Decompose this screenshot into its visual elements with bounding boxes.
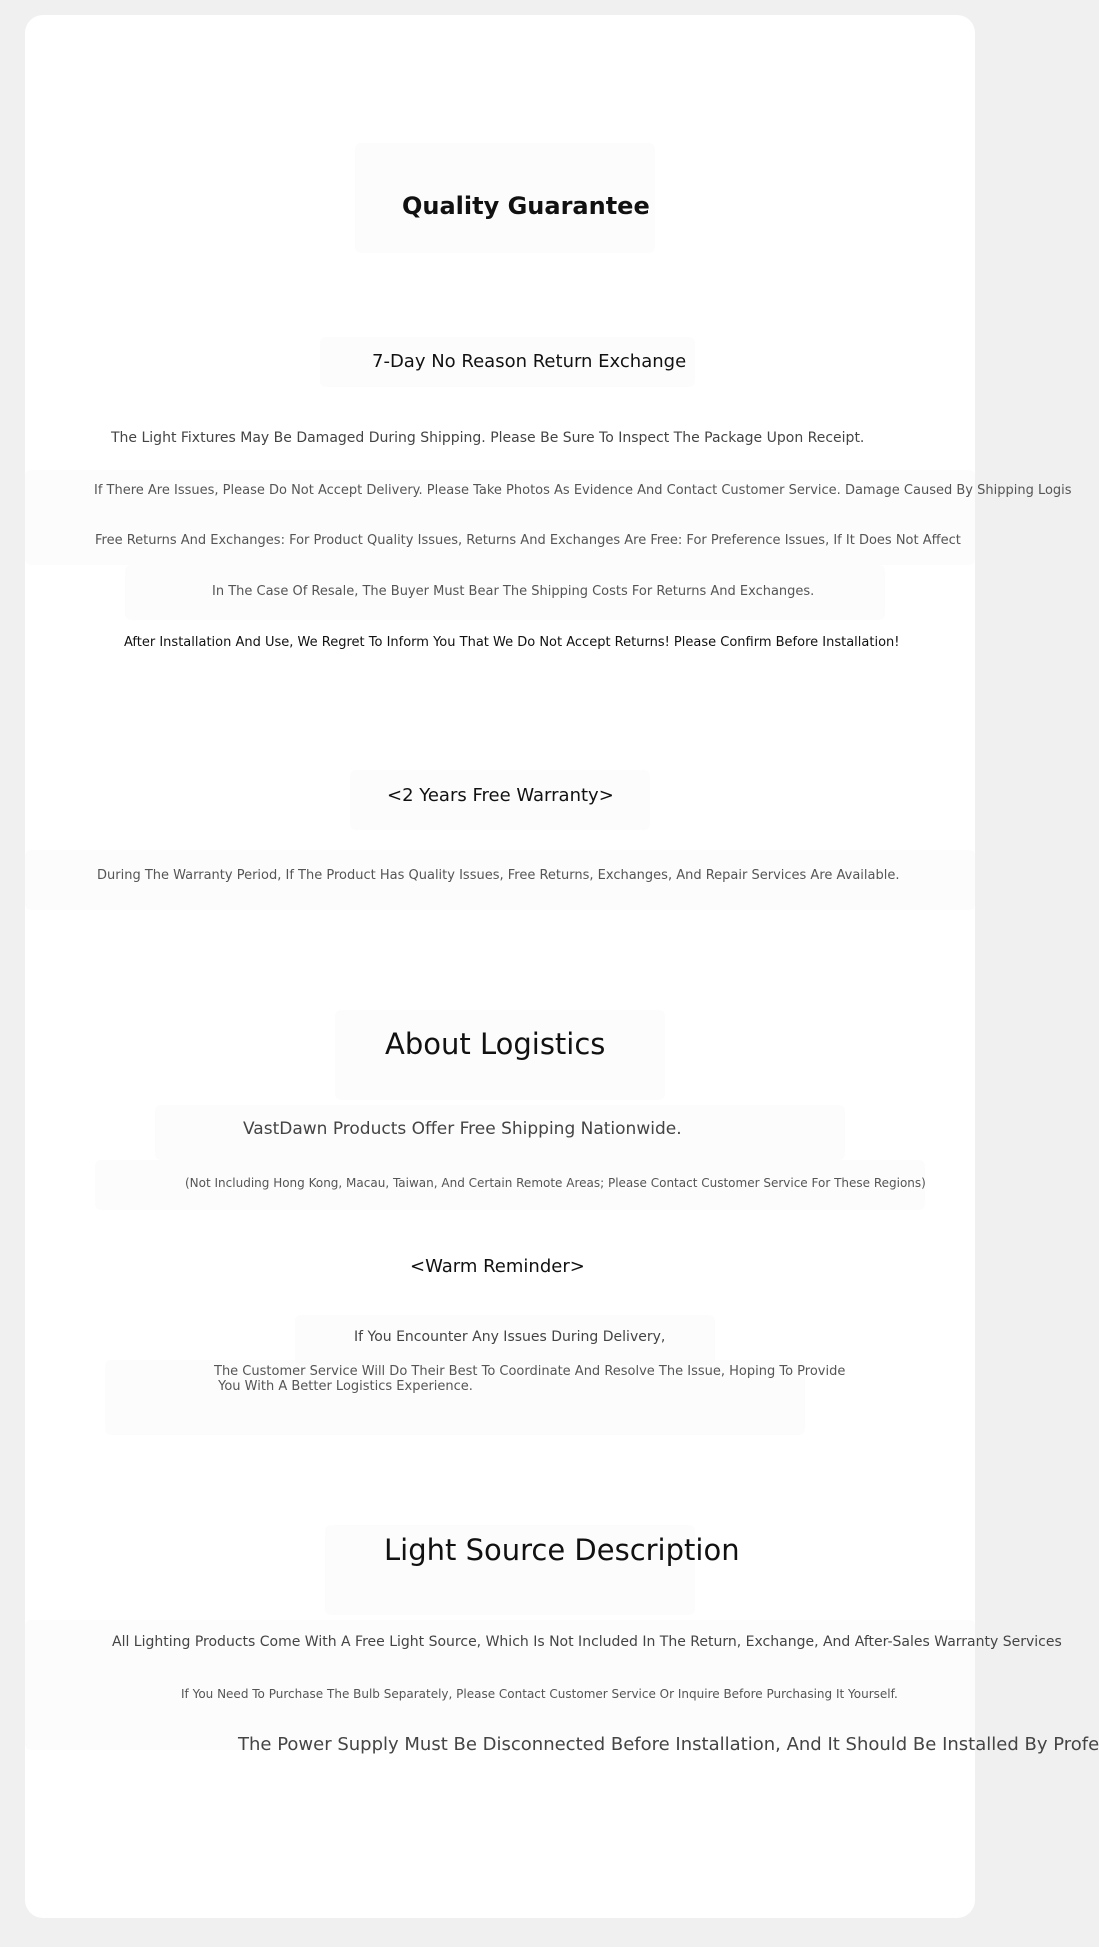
return-exchange-heading: 7-Day No Reason Return Exchange: [372, 351, 687, 372]
no-returns-after-install-text: After Installation And Use, We Regret To Inform You That We Do Not Accept Returns! Please Confirm Before Installation!: [124, 635, 900, 650]
inspect-package-text: The Light Fixtures May Be Damaged During Shipping. Please Be Sure To Inspect The Package Upon Receipt.: [111, 430, 865, 446]
quality-guarantee-title: Quality Guarantee: [402, 192, 650, 220]
do-not-accept-text: If There Are Issues, Please Do Not Accept Delivery. Please Take Photos As Evidence And Contact Customer Service. Damage Caused By Shipping Logis: [94, 483, 1072, 498]
about-logistics-title: About Logistics: [385, 1027, 606, 1061]
warm-reminder-heading: <Warm Reminder>: [410, 1256, 585, 1277]
bulb-purchase-text: If You Need To Purchase The Bulb Separately, Please Contact Customer Service Or Inquire Before Purchasing It Yourself.: [181, 1687, 898, 1701]
content-card: [25, 15, 1099, 1918]
light-source-title: Light Source Description: [384, 1533, 740, 1567]
shipping-exclusions-text: (Not Including Hong Kong, Macau, Taiwan, And Certain Remote Areas; Please Contact Customer Service For These Regions): [185, 1176, 926, 1190]
free-returns-text: Free Returns And Exchanges: For Product Quality Issues, Returns And Exchanges Are Free: For Preference Issues, If It Does Not Affect: [95, 533, 961, 548]
warranty-heading: <2 Years Free Warranty>: [387, 785, 614, 806]
power-disconnect-text: The Power Supply Must Be Disconnected Before Installation, And It Should Be Installed By Profe: [238, 1734, 1099, 1755]
delivery-issues-text: If You Encounter Any Issues During Delivery,: [354, 1329, 666, 1345]
free-light-source-text: All Lighting Products Come With A Free Light Source, Which Is Not Included In The Return, Exchange, And After-Sales Warranty Services: [112, 1634, 1062, 1650]
resale-shipping-text: In The Case Of Resale, The Buyer Must Bear The Shipping Costs For Returns And Exchanges.: [212, 584, 815, 599]
customer-service-text: The Customer Service Will Do Their Best To Coordinate And Resolve The Issue, Hoping To Provide You With A Better Logistics Experience.: [214, 1364, 846, 1394]
warranty-text: During The Warranty Period, If The Product Has Quality Issues, Free Returns, Exchanges, And Repair Services Are Available.: [97, 868, 900, 883]
free-shipping-text: VastDawn Products Offer Free Shipping Nationwide.: [243, 1119, 682, 1139]
